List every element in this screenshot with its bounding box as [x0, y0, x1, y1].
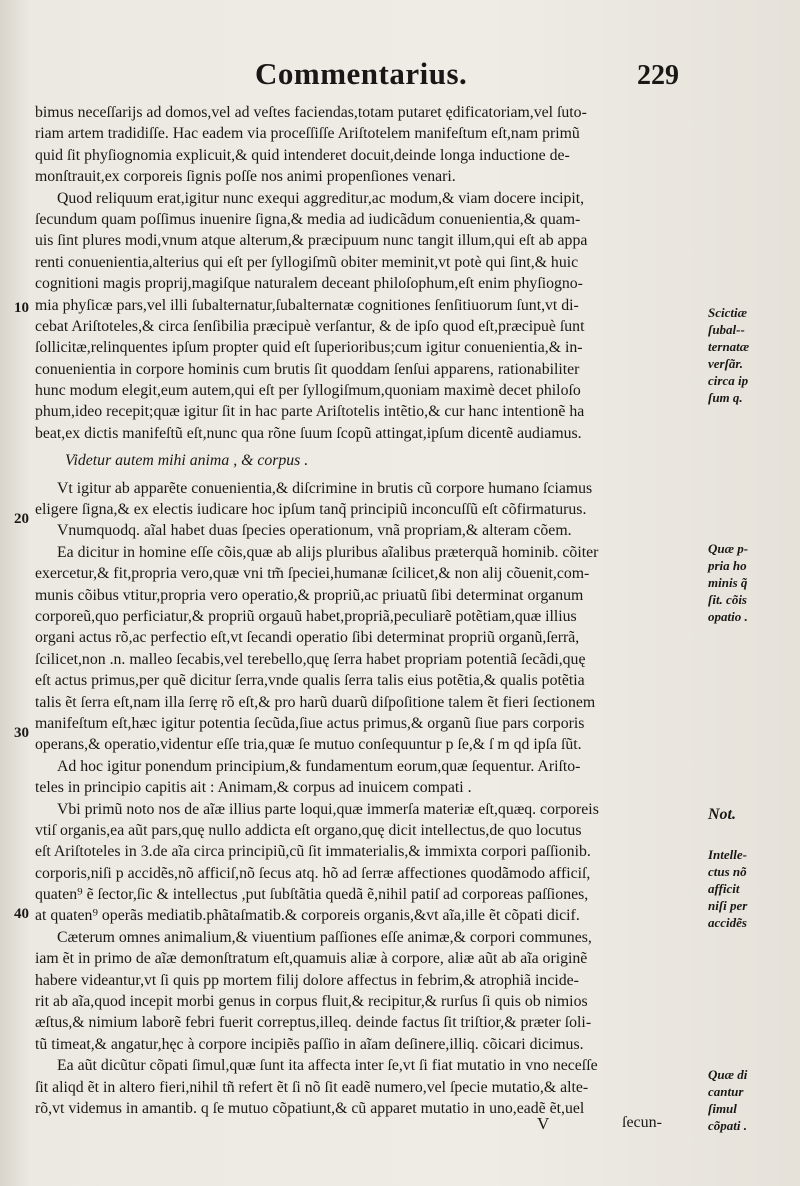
text-line: conuenientia in corpore hominis cum brutis ſit quoddam ſenſui apparens, rationabiliter: [35, 360, 580, 378]
text-line: Vnumquodq. aĩal habet duas ſpecies operationum, vnã propriam,& alteram cõem.: [57, 522, 572, 540]
margin-note: Quæ di cantur ſimul cõpati .: [708, 1067, 748, 1133]
margin-note: Scictiæ ſubal-- ternatæ verſãr. circa ip ſum q.: [708, 305, 750, 405]
text-line: manifeſtum eſt,hæc igitur potentia ſecũda,ſiue actus primus,& organũ ſiue pars corporis: [35, 714, 585, 732]
signature-mark: V: [537, 1114, 550, 1133]
text-line: operans,& operatio,videntur eſſe tria,quæ ſe mutuo conſequuntur p ſe,& ſ m qd ipſa ſũt.: [35, 736, 582, 754]
text-line: renti conuenientia,alterius qui eſt per ſyllogiſmũ obiter meminit,vt potè qui ſint,& huic: [35, 253, 579, 271]
text-line: eligere ſigna,& ex electis iudicare hoc ipſum tanq̃ principiũ inconcuſſũ eſt cõfirmaturus.: [35, 501, 587, 519]
text-line: habere videantur,vt ſi quis pp mortem filij dolore affectus in febrim,& atrophiã incide-: [35, 971, 579, 989]
margin-note: Not.: [708, 806, 736, 823]
text-line: rõ,vt videmus in amantib. q ſe mutuo cõpatiunt,& cũ apparet mutatio in uno,eadẽ ẽt,uel: [35, 1099, 585, 1117]
page-title: Commentarius.: [255, 56, 468, 91]
text-line: phum,ideo recepit;quæ igitur ſit in hac parte Ariſtotelis intẽtio,& cur hanc intentionẽ ha: [35, 403, 585, 421]
text-line: iam ẽt in primo de aĩæ demonſtratum eſt,quamuis aliæ à corpore, aliæ aũt ab aĩa originẽ: [35, 950, 588, 968]
margin-note: Quæ p- pria ho minis q̃ ſit. cõis opatio .: [708, 541, 749, 624]
text-line: eſt actus primus,per quẽ dicitur ſerra,vnde qualis ſerra talis eius potẽtia,& qualis potẽtia: [35, 672, 585, 690]
text-line: organi actus rõ,ac perfectio eſt,vt ſecandi operatio ſibi determinat propriũ organũ,ſerrã,: [35, 629, 580, 647]
text-line: Vbi primũ noto nos de aĩæ illius parte loqui,quæ immerſa materiæ eſt,quæq. corporeis: [57, 800, 599, 818]
text-line: mia phyſicæ pars,vel illi ſubalternatur,ſubalternatæ cognitiones ſenſitiuorum ſunt,vt di-: [35, 296, 579, 314]
text-line: ſecundum quam poſſimus inuenire ſigna,& media ad iudicãdum conuenientia,& quam-: [35, 210, 581, 228]
text-line: ſcilicet,non .n. malleo ſecabis,vel terebello,quę ſerra habet propriam potentiã ſecãdi,quę: [35, 650, 586, 668]
text-line: Quod reliquum erat,igitur nunc exequi aggreditur,ac modum,& viam docere incipit,: [57, 189, 585, 207]
running-header: [0, 56, 800, 96]
line-number: 20: [14, 511, 29, 527]
text-line: quaten⁹ ẽ ſector,ſic & intellectus ,put ſubſtãtia quedã ẽ,nihil patiſ ad corporeas paſſiones,: [35, 886, 589, 904]
text-line: Cæterum omnes animalium,& viuentium paſſiones eſſe animæ,& corpori communes,: [57, 928, 592, 946]
text-line: ſit aliqd ẽt in altero fieri,nihil tñ refert ẽt ſi nõ ſit eadẽ numero,vel ſpecie mutatio,& alte-: [35, 1078, 589, 1096]
line-number: 10: [14, 300, 29, 316]
page-number: 229: [637, 60, 679, 91]
text-line: cebat Ariſtoteles,& circa ſenſibilia præcipuè verſantur, & de ipſo quod eſt,præcipuè ſunt: [35, 317, 585, 335]
line-number: 40: [14, 906, 29, 922]
catchword: ſecun-: [622, 1114, 662, 1131]
text-line: corporeũ,quo perficiatur,& propriũ orgauũ habet,propriã,peculiarẽ potẽtiam,quæ illius: [35, 607, 577, 625]
page-footer: [0, 1114, 800, 1138]
margin-note: Intelle- ctus nõ afficit niſi per accidẽs: [708, 847, 748, 930]
text-line: talis ẽt ſerra eſt,nam illa ſerrę rõ eſt,& pro harũ duarũ diſpoſitione talem ẽt fieri ſectionem: [35, 693, 596, 711]
line-number: 30: [14, 725, 29, 741]
text-line: corporis,niſi p accidẽs,nõ afficiſ,nõ ſecus atq. hõ ad ſerræ affectiones quodãmodo afficiſ,: [35, 864, 591, 882]
text-line: Vt igitur ab apparẽte conuenientia,& diſcrimine in brutis cũ corpore humano ſciamus: [57, 479, 593, 497]
text-line: hunc modum elegit,eum autem,qui eſt per ſyllogiſmum,quoniam maximè decet philoſo: [35, 382, 581, 400]
text-line: riam artem tradidiſſe. Hac eadem via proceſſiſſe Ariſtotelem manifeſtum eſt,nam primũ: [35, 125, 580, 143]
text-line: rit ab aĩa,quod incepit morbi genus in corpus fluit,& recipitur,& rurſus ſi quis ob nimios: [35, 993, 588, 1011]
text-line: uis ſint plures modi,vnum atque alterum,& præcipuum nunc tangit illum,qui eſt ab appa: [35, 232, 588, 250]
text-line: munis cõibus vtitur,propria vero operatio,& propriũ,ac priuatũ ſibi determinat organum: [35, 586, 584, 604]
text-line: monſtrauit,ex corporeis ſignis poſſe nos animi propenſiones venari.: [35, 168, 456, 186]
text-line: quid ſit phyſiognomia explicuit,& quid intenderet docuit,deinde longa inductione de-: [35, 146, 570, 164]
text-line: tũ timeat,& angatur,hęc à corpore incipiẽs paſſio in aĩam deſinere,illiq. cõicari dicimus.: [35, 1035, 584, 1053]
text-line: cognitioni magis proprij,magiſque naturalem deceant philoſophum,eſt enim phyſiogno-: [35, 275, 583, 293]
text-line: Ad hoc igitur ponendum principium,& fundamentum eorum,quæ ſequentur. Ariſto-: [57, 757, 581, 775]
text-line: eſt Ariſtoteles in 3.de aĩa circa principiũ,cũ ſit immaterialis,& immixta corpori paſſionib.: [35, 843, 591, 861]
lemma-heading: Videtur autem mihi anima , & corpus .: [65, 452, 309, 470]
text-line: exercetur,& fit,propria vero,quæ vni tm̃ ſpeciei,humanæ ſcilicet,& non alij cõuenit,com-: [35, 565, 590, 583]
text-line: bimus neceſſarijs ad domos,vel ad veſtes faciendas,totam putaret ędificatoriam,vel ſuto-: [35, 104, 587, 121]
text-line: vtiſ organis,ea aũt pars,quę nullo addicta eſt organo,quę dicit intellectus,de quo locutus: [35, 821, 582, 839]
text-line: Ea dicitur in homine eſſe cõis,quæ ab alijs pluribus aĩalibus præterquã hominib. cõiter: [57, 543, 599, 561]
text-line: teles in principio capitis ait : Animam,& corpus ad inuicem compati .: [35, 779, 472, 797]
text-line: æſtus,& nimium laborẽ febri fuerit correptus,illeq. deinde factus ſit triſtior,& præter ſoli-: [35, 1014, 592, 1032]
main-text-block: [35, 102, 703, 1119]
text-line: Ea aũt dicũtur cõpati ſimul,quæ ſunt ita affecta inter ſe,vt ſi fiat mutatio in vno neceſſe: [57, 1057, 598, 1075]
text-line: at quaten⁹ operãs mediatib.phãtaſmatib.& corporeis organis,&vt aĩa,ille ẽt cõpati dicif.: [35, 907, 580, 925]
text-line: ſollicitæ,relinquentes ipſum propter quid eſt ſuperioribus;cum igitur conuenientia,& in-: [35, 339, 583, 357]
text-line: beat,ex dictis manifeſtũ eſt,nunc qua rõne ſuum ſcopũ attingat,ipſum dicentẽ audiamus.: [35, 424, 582, 442]
